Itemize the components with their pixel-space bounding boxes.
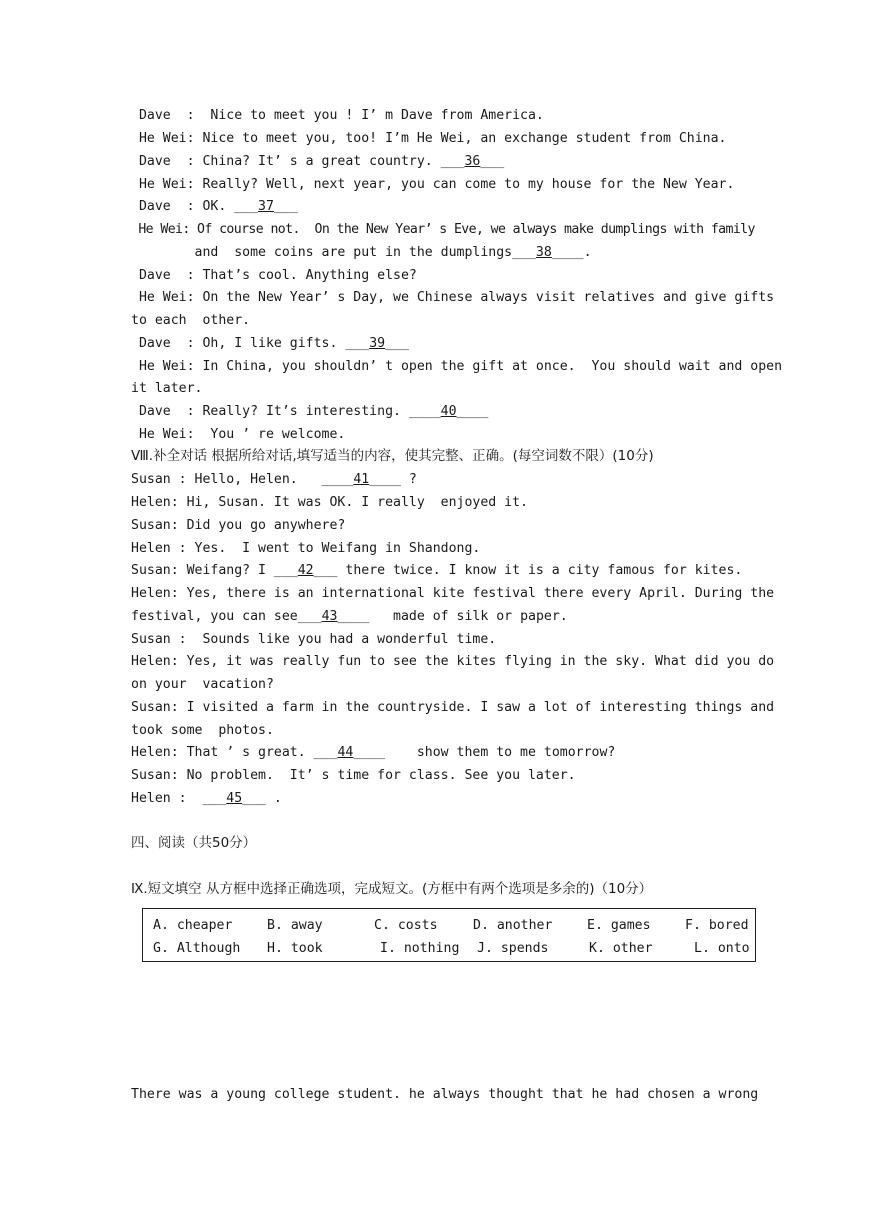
- dialogue-line: [131, 335, 409, 352]
- dialogue-line: He Wei: Nice to meet you, too! I’m He Wei, an exchange student from China.: [131, 131, 727, 146]
- dialogue-line: [131, 403, 488, 420]
- blank-number: 37: [258, 199, 274, 214]
- option-f: F. bored: [685, 918, 749, 933]
- blank-number: 36: [464, 154, 481, 169]
- dialogue-line: He Wei: Of course not. On the New Year’ s Eve, we always make dumplings with family: [131, 222, 755, 237]
- section-8-heading: Ⅷ.补全对话 根据所给对话,填写适当的内容，使其完整、正确。(每空词数不限）(10分): [131, 448, 654, 464]
- option-b: B. away: [267, 918, 323, 933]
- blank-number: 38: [535, 245, 552, 260]
- dialogue-line: [131, 198, 298, 215]
- blank-number: 39: [369, 336, 386, 351]
- dialogue-line: Susan: I visited a farm in the countryside. I saw a lot of interesting things and: [131, 700, 775, 715]
- line-text: Helen: That ’ s great. ___: [131, 745, 338, 760]
- line-text: ____: [456, 404, 489, 419]
- dialogue-line: He Wei: In China, you shouldn’ t open the gift at once. You should wait and open: [131, 359, 783, 374]
- line-text: ___: [273, 199, 298, 214]
- line-text: ____ ?: [369, 472, 417, 487]
- dialogue-line: [131, 744, 615, 761]
- line-text: ____ show them to me tomorrow?: [353, 745, 616, 760]
- dialogue-line: [131, 790, 282, 807]
- line-text: festival, you can see___: [131, 609, 322, 624]
- option-e: E. games: [587, 918, 651, 933]
- blank-number: 44: [337, 745, 354, 760]
- line-text: Dave : Oh, I like gifts. ___: [131, 336, 370, 351]
- line-text: Dave : China? It’ s a great country. ___: [131, 154, 465, 169]
- blank-number: 43: [321, 609, 338, 624]
- dialogue-line: [131, 562, 742, 579]
- dialogue-line: Helen: Yes, there is an international kite festival there every April. During the: [131, 586, 775, 601]
- section-9-heading: Ⅸ.短文填空 从方框中选择正确选项，完成短文。(方框中有两个选项是多余的)（10分）: [131, 881, 653, 897]
- option-h: H. took: [267, 941, 323, 956]
- option-l: L. onto: [694, 941, 750, 956]
- blank-number: 45: [226, 791, 243, 806]
- dialogue-line: He Wei: Really? Well, next year, you can come to my house for the New Year.: [131, 177, 735, 192]
- options-box: [142, 908, 756, 962]
- dialogue-line: Susan : Sounds like you had a wonderful time.: [131, 632, 497, 647]
- dialogue-line: [131, 244, 592, 261]
- option-j: J. spends: [477, 941, 549, 956]
- dialogue-line: He Wei: You ’ re welcome.: [131, 427, 346, 442]
- dialogue-line: [131, 153, 504, 170]
- dialogue-line: Helen: Hi, Susan. It was OK. I really enjoyed it.: [131, 495, 528, 510]
- dialogue-line: it later.: [131, 381, 203, 396]
- option-k: K. other: [589, 941, 653, 956]
- blank-number: 40: [440, 404, 457, 419]
- passage-line: There was a young college student. he always thought that he had chosen a wrong: [131, 1087, 759, 1102]
- line-text: ___ there twice. I know it is a city famous for kites.: [313, 563, 743, 578]
- option-g: G. Although: [153, 941, 241, 956]
- blank-number: 41: [353, 472, 370, 487]
- line-text: Helen : ___: [131, 791, 227, 806]
- line-text: ____.: [551, 245, 592, 260]
- option-c: C. costs: [374, 918, 438, 933]
- dialogue-line: Susan: Did you go anywhere?: [131, 518, 346, 533]
- line-text: ___ .: [242, 791, 282, 806]
- line-text: ___: [385, 336, 409, 351]
- dialogue-line: Dave : Nice to meet you ! I’ m Dave from America.: [131, 108, 544, 123]
- option-i: I. nothing: [380, 941, 460, 956]
- dialogue-line: [131, 471, 417, 488]
- dialogue-line: took some photos.: [131, 723, 274, 738]
- option-d: D. another: [473, 918, 553, 933]
- dialogue-line: [131, 608, 568, 625]
- dialogue-line: Dave : That’s cool. Anything else?: [131, 268, 417, 283]
- line-text: and some coins are put in the dumplings___: [131, 245, 536, 260]
- dialogue-line: Helen: Yes, it was really fun to see the kites flying in the sky. What did you do: [131, 654, 775, 669]
- dialogue-line: on your vacation?: [131, 677, 274, 692]
- blank-number: 42: [297, 563, 314, 578]
- line-text: Susan: Weifang? I ___: [131, 563, 298, 578]
- line-text: Dave : Really? It’s interesting. ____: [131, 404, 441, 419]
- line-text: Susan : Hello, Helen. ____: [131, 472, 354, 487]
- line-text: ____ made of silk or paper.: [337, 609, 568, 624]
- option-a: A. cheaper: [153, 918, 233, 933]
- dialogue-line: to each other.: [131, 313, 251, 328]
- dialogue-line: Susan: No problem. It’ s time for class. See you later.: [131, 768, 576, 783]
- line-text: ___: [480, 154, 505, 169]
- line-text: Dave : OK. ___: [131, 199, 259, 214]
- dialogue-line: Helen : Yes. I went to Weifang in Shandong.: [131, 541, 481, 556]
- dialogue-line: He Wei: On the New Year’ s Day, we Chinese always visit relatives and give gifts: [131, 290, 775, 305]
- section-4-heading: 四、阅读（共50分）: [131, 835, 257, 851]
